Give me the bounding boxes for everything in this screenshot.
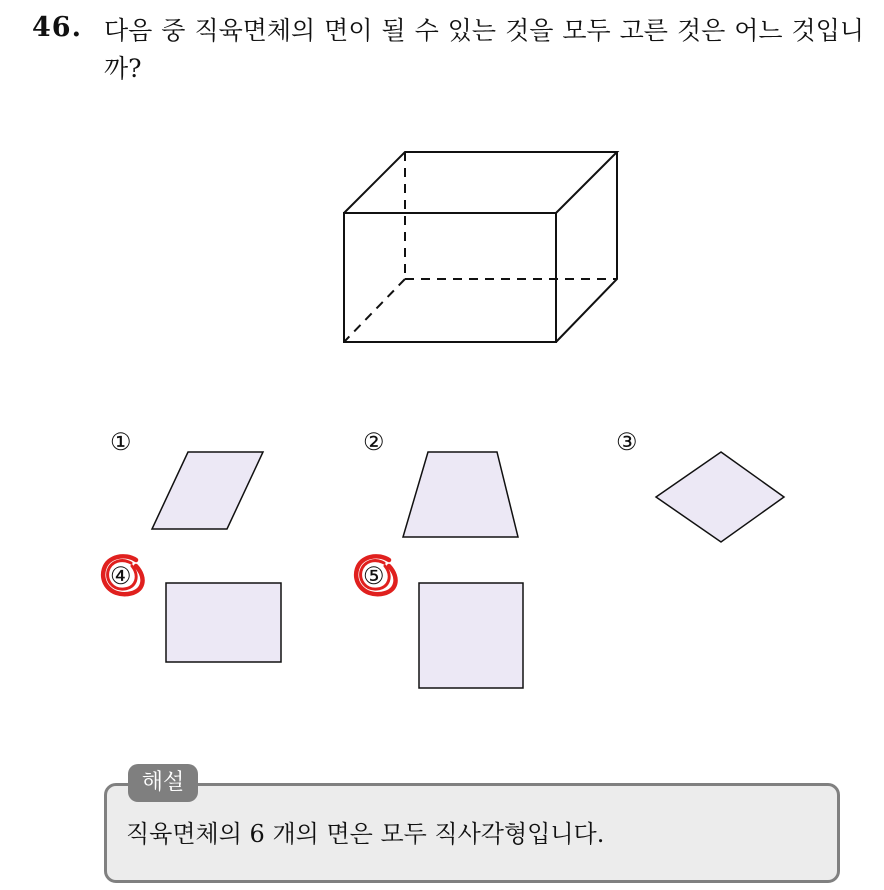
question-text: 다음 중 직육면체의 면이 될 수 있는 것을 모두 고른 것은 어느 것입니까? <box>104 16 864 83</box>
choice-5-square <box>419 583 523 688</box>
choice-2-trapezoid <box>403 452 518 537</box>
cuboid-front-face <box>344 213 556 342</box>
choice-5-label: ⑤ <box>363 562 385 590</box>
choice-1-parallelogram <box>152 452 263 529</box>
explanation-text: 직육면체의 6 개의 면은 모두 직사각형입니다. <box>126 820 605 848</box>
choice-3-rhombus <box>656 452 784 542</box>
choice-4-label: ④ <box>110 562 132 590</box>
cuboid-hidden-edges <box>344 152 617 342</box>
choice-3-label: ③ <box>616 428 638 456</box>
cuboid-diagram <box>344 152 617 342</box>
question-number: 46. <box>32 12 82 43</box>
explanation-label: 해설 <box>128 764 198 802</box>
choice-1-label: ① <box>110 428 132 456</box>
cuboid-top-face <box>344 152 617 213</box>
choice-4-rectangle <box>166 583 281 662</box>
choice-2-label: ② <box>363 428 385 456</box>
cuboid-right-face <box>556 152 617 342</box>
